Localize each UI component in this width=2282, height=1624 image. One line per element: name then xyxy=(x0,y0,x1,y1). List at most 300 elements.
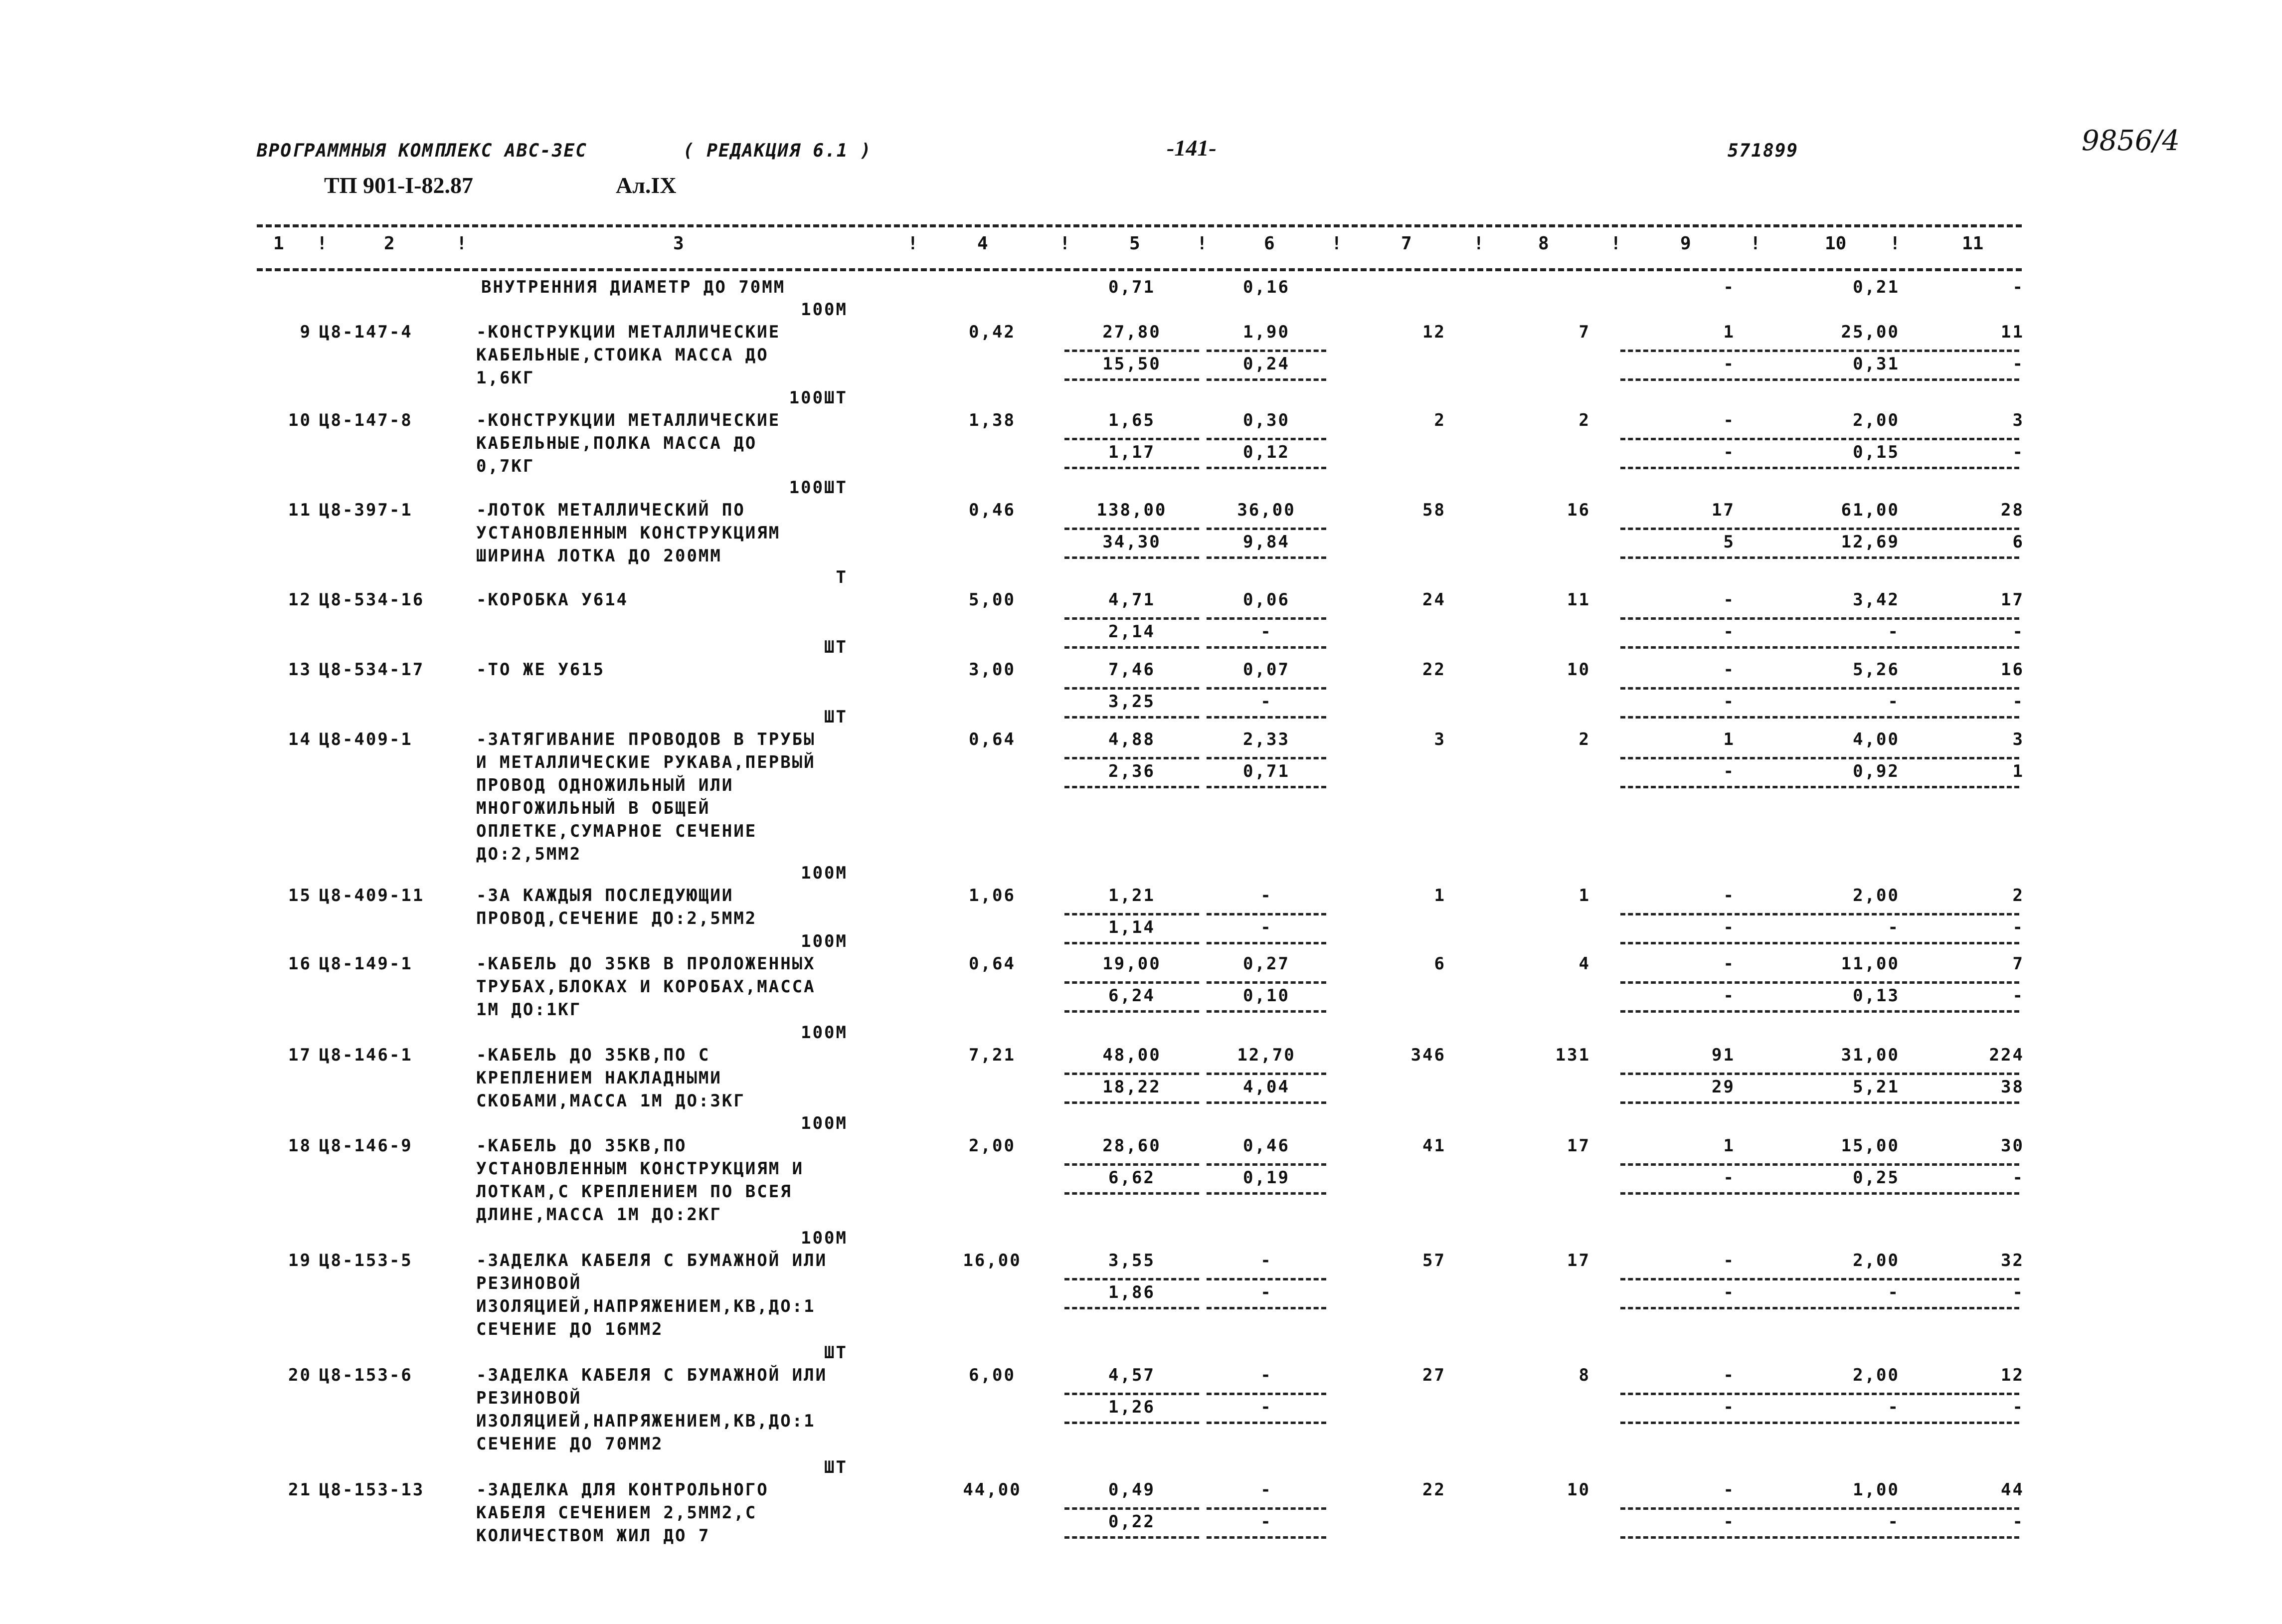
cell-divider-line xyxy=(1620,786,1762,788)
cell-col10-bottom: 0,92 xyxy=(1853,761,1900,781)
project-code: ТП 901-I-82.87 xyxy=(324,173,473,198)
column-header-cell: 5 xyxy=(1129,233,1140,254)
cell-divider-line xyxy=(1902,1536,2019,1539)
cell-col9-top: - xyxy=(1723,1480,1735,1500)
cell-divider-line xyxy=(1064,378,1199,381)
cell-divider-line xyxy=(1765,786,1900,788)
cell-divider-line xyxy=(1620,981,1762,984)
cell-divider-line xyxy=(1765,528,1900,530)
unit-label: ШТ xyxy=(824,637,848,657)
cell-divider-line xyxy=(1902,467,2019,469)
cell-col9-top: - xyxy=(1723,1365,1735,1385)
cell-col5-bottom: 3,25 xyxy=(1108,692,1155,712)
item-description: ПРОВОД ОДНОЖИЛЬНЫЙ ИЛИ xyxy=(476,775,734,795)
cell-col7: 1 xyxy=(1434,886,1446,905)
cell-col9-bottom: - xyxy=(1723,917,1735,937)
cell-col7: 346 xyxy=(1410,1045,1446,1065)
cell-col10-bottom: 0,25 xyxy=(1853,1168,1900,1188)
cell-col9: - xyxy=(1723,277,1735,297)
handwritten-sheet-number: 9856/4 xyxy=(2082,125,2180,157)
cell-divider-line xyxy=(1207,467,1326,469)
item-description: -КОНСТРУКЦИИ МЕТАЛЛИЧЕСКИЕ xyxy=(476,410,781,430)
item-description: -КАБЕЛЬ ДО 35КВ В ПРОЛОЖЕННЫХ xyxy=(476,954,816,974)
table-top-rule xyxy=(257,224,2022,227)
cell-col7: 12 xyxy=(1422,322,1446,342)
cell-divider-line xyxy=(1902,646,2019,649)
cell-col10-top: 61,00 xyxy=(1841,500,1900,520)
cell-divider-line xyxy=(1902,1507,2019,1510)
cell-divider-line xyxy=(1902,1010,2019,1013)
cell-col6-top: 0,27 xyxy=(1243,954,1290,974)
cell-divider-line xyxy=(1765,913,1900,915)
cell-col5-top: 4,88 xyxy=(1108,729,1155,749)
item-description: -ЗАТЯГИВАНИЕ ПРОВОДОВ В ТРУБЫ xyxy=(476,729,816,749)
cell-col10-bottom: - xyxy=(1888,1397,1900,1417)
cell-col8: 131 xyxy=(1555,1045,1590,1065)
unit-label: ШТ xyxy=(824,1457,848,1477)
cell-divider-line xyxy=(1620,1422,1762,1424)
cell-col6-bottom: - xyxy=(1260,622,1272,642)
rate-code: Ц8-153-13 xyxy=(319,1480,425,1500)
cell-col9-top: - xyxy=(1723,1251,1735,1270)
cell-col11-bottom: - xyxy=(2012,442,2024,462)
cell-divider-line xyxy=(1207,942,1326,944)
item-description: -ЗА КАЖДЫЯ ПОСЛЕДУЮЩИИ xyxy=(476,886,734,905)
cell-col4: 16,00 xyxy=(963,1251,1022,1270)
row-number: 10 xyxy=(288,410,312,430)
item-description: МНОГОЖИЛЬНЫЙ В ОБЩЕЙ xyxy=(476,798,710,818)
unit-label: 100М xyxy=(801,300,848,320)
cell-col5-top: 4,71 xyxy=(1108,590,1155,610)
cell-divider-line xyxy=(1064,1393,1199,1395)
cell-divider-line xyxy=(1064,786,1199,788)
cell-divider-line xyxy=(1902,1192,2019,1195)
row-number: 14 xyxy=(288,729,312,749)
cell-col9-top: - xyxy=(1723,660,1735,680)
cell-divider-line xyxy=(1064,1010,1199,1013)
item-description: -ЗАДЕЛКА КАБЕЛЯ С БУМАЖНОЙ ИЛИ xyxy=(476,1251,828,1270)
row-number: 20 xyxy=(288,1365,312,1385)
cell-col6-top: - xyxy=(1260,886,1272,905)
cell-col6-top: - xyxy=(1260,1480,1272,1500)
row-number: 11 xyxy=(288,500,312,520)
cell-col11-bottom: 38 xyxy=(2001,1077,2024,1097)
cell-divider-line xyxy=(1207,1101,1326,1104)
cell-divider-line xyxy=(1064,942,1199,944)
column-header-cell: ! xyxy=(1890,233,1901,254)
cell-divider-line xyxy=(1207,1507,1326,1510)
cell-col8: 11 xyxy=(1567,590,1590,610)
unit-label: 100М xyxy=(801,931,848,951)
cell-col5-top: 1,21 xyxy=(1108,886,1155,905)
cell-col5-bottom: 0,22 xyxy=(1108,1512,1155,1532)
cell-col7: 27 xyxy=(1422,1365,1446,1385)
column-header-cell: 11 xyxy=(1962,233,1984,254)
rate-code: Ц8-147-4 xyxy=(319,322,413,342)
cell-col4: 2,00 xyxy=(969,1136,1016,1156)
cell-col11-top: 7 xyxy=(2012,954,2024,974)
cell-divider-line xyxy=(1902,981,2019,984)
cell-divider-line xyxy=(1620,617,1762,620)
item-description: -ЗАДЕЛКА КАБЕЛЯ С БУМАЖНОЙ ИЛИ xyxy=(476,1365,828,1385)
cell-col10-bottom: - xyxy=(1888,622,1900,642)
cell-divider-line xyxy=(1620,1163,1762,1166)
cell-divider-line xyxy=(1620,1307,1762,1309)
cell-divider-line xyxy=(1207,1192,1326,1195)
cell-divider-line xyxy=(1902,942,2019,944)
cell-col9-top: 1 xyxy=(1723,729,1735,749)
cell-col5-top: 3,55 xyxy=(1108,1251,1155,1270)
cell-divider-line xyxy=(1207,1422,1326,1424)
column-header-cell: 4 xyxy=(977,233,988,254)
rate-code: Ц8-146-1 xyxy=(319,1045,413,1065)
item-description: ТРУБАХ,БЛОКАХ И КОРОБАХ,МАССА xyxy=(476,977,816,997)
cell-col6-top: 0,30 xyxy=(1243,410,1290,430)
cell-col9-top: 1 xyxy=(1723,322,1735,342)
cell-col9-bottom: - xyxy=(1723,354,1735,374)
item-description: РЕЗИНОВОЙ xyxy=(476,1273,582,1293)
cell-col5-bottom: 34,30 xyxy=(1102,532,1161,552)
column-header-cell: 6 xyxy=(1264,233,1275,254)
cell-col5-bottom: 15,50 xyxy=(1102,354,1161,374)
cell-divider-line xyxy=(1620,1393,1762,1395)
cell-divider-line xyxy=(1064,716,1199,719)
cell-col11-bottom: - xyxy=(2012,622,2024,642)
cell-col9-bottom: - xyxy=(1723,761,1735,781)
cell-col9-bottom: - xyxy=(1723,442,1735,462)
cell-col10-top: 1,00 xyxy=(1853,1480,1900,1500)
cell-divider-line xyxy=(1765,757,1900,759)
cell-divider-line xyxy=(1902,438,2019,440)
column-header-cell: ! xyxy=(1197,233,1208,254)
cell-col11-top: 17 xyxy=(2001,590,2024,610)
cell-divider-line xyxy=(1207,438,1326,440)
cell-col11-top: 3 xyxy=(2012,729,2024,749)
cell-divider-line xyxy=(1064,528,1199,530)
cell-divider-line xyxy=(1620,467,1762,469)
row-number: 17 xyxy=(288,1045,312,1065)
unit-label: Т xyxy=(836,567,848,587)
cell-divider-line xyxy=(1902,1163,2019,1166)
cell-col9-top: - xyxy=(1723,590,1735,610)
cell-divider-line xyxy=(1620,1192,1762,1195)
cell-divider-line xyxy=(1064,1163,1199,1166)
cell-col6-bottom: 9,84 xyxy=(1243,532,1290,552)
cell-divider-line xyxy=(1620,528,1762,530)
cell-divider-line xyxy=(1620,646,1762,649)
unit-label: 100ШТ xyxy=(789,478,848,498)
item-description: ПРОВОД,СЕЧЕНИЕ ДО:2,5ММ2 xyxy=(476,908,757,928)
cell-col5-bottom: 2,36 xyxy=(1108,761,1155,781)
cell-col8: 17 xyxy=(1567,1251,1590,1270)
cell-divider-line xyxy=(1620,1536,1762,1539)
cell-col7: 6 xyxy=(1434,954,1446,974)
cell-col5-top: 7,46 xyxy=(1108,660,1155,680)
row-number: 19 xyxy=(288,1251,312,1270)
row-number: 9 xyxy=(300,322,312,342)
cell-divider-line xyxy=(1902,1278,2019,1280)
cell-col7: 58 xyxy=(1422,500,1446,520)
item-description: ВНУТРЕННИЯ ДИАМЕТР ДО 70ММ xyxy=(481,277,786,297)
unit-label: ШТ xyxy=(824,707,848,727)
cell-divider-line xyxy=(1064,1073,1199,1075)
item-description: ИЗОЛЯЦИЕЙ,НАПРЯЖЕНИЕМ,КВ,ДО:1 xyxy=(476,1296,816,1316)
program-title: ВРОГРАММНЫЯ КОМПЛЕКС АВС-ЗЕС xyxy=(257,141,587,161)
cell-col6-top: 2,33 xyxy=(1243,729,1290,749)
cell-divider-line xyxy=(1207,528,1326,530)
cell-col10-top: 5,26 xyxy=(1853,660,1900,680)
item-description: 1,6КГ xyxy=(476,368,535,388)
cell-divider-line xyxy=(1064,438,1199,440)
cell-col10-top: 4,00 xyxy=(1853,729,1900,749)
item-description: ДЛИНЕ,МАССА 1М ДО:2КГ xyxy=(476,1205,722,1225)
cell-col10-top: 2,00 xyxy=(1853,410,1900,430)
cell-col10-top: 31,00 xyxy=(1841,1045,1900,1065)
row-number: 12 xyxy=(288,590,312,610)
cell-col9-bottom: - xyxy=(1723,692,1735,712)
rate-code: Ц8-409-11 xyxy=(319,886,425,905)
cell-col11-bottom: 6 xyxy=(2012,532,2024,552)
cell-col11-top: 11 xyxy=(2001,322,2024,342)
rate-code: Ц8-534-17 xyxy=(319,660,425,680)
cell-divider-line xyxy=(1765,942,1900,944)
cell-col10-bottom: - xyxy=(1888,1282,1900,1302)
cell-col10-bottom: - xyxy=(1888,1512,1900,1532)
cell-divider-line xyxy=(1620,913,1762,915)
cell-col9-bottom: - xyxy=(1723,1397,1735,1417)
cell-col5-top: 0,49 xyxy=(1108,1480,1155,1500)
rate-code: Ц8-153-6 xyxy=(319,1365,413,1385)
cell-col5-top: 48,00 xyxy=(1102,1045,1161,1065)
cell-col5-top: 19,00 xyxy=(1102,954,1161,974)
cell-divider-line xyxy=(1902,716,2019,719)
item-description: ШИРИНА ЛОТКА ДО 200ММ xyxy=(476,546,722,566)
cell-divider-line xyxy=(1765,1101,1900,1104)
cell-col11-bottom: - xyxy=(2012,1512,2024,1532)
cell-col6-bottom: 0,12 xyxy=(1243,442,1290,462)
cell-divider-line xyxy=(1207,757,1326,759)
cell-col4: 0,64 xyxy=(969,729,1016,749)
cell-divider-line xyxy=(1064,1422,1199,1424)
cell-divider-line xyxy=(1902,1101,2019,1104)
cell-col11-top: 2 xyxy=(2012,886,2024,905)
cell-divider-line xyxy=(1620,438,1762,440)
column-header-cell: 3 xyxy=(673,233,684,254)
cell-divider-line xyxy=(1765,1192,1900,1195)
cell-col11-bottom: - xyxy=(2012,917,2024,937)
cell-col6-top: 0,46 xyxy=(1243,1136,1290,1156)
cell-col6-top: 12,70 xyxy=(1237,1045,1296,1065)
item-description: -КАБЕЛЬ ДО 35КВ,ПО xyxy=(476,1136,687,1156)
cell-col6: 0,16 xyxy=(1243,277,1290,297)
cell-divider-line xyxy=(1765,617,1900,620)
column-header-cell: 10 xyxy=(1825,233,1847,254)
cell-divider-line xyxy=(1207,1278,1326,1280)
cell-col5-top: 1,65 xyxy=(1108,410,1155,430)
cell-divider-line xyxy=(1902,757,2019,759)
cell-col7: 22 xyxy=(1422,660,1446,680)
column-header-cell: 7 xyxy=(1401,233,1412,254)
cell-col6-top: - xyxy=(1260,1251,1272,1270)
cell-col8: 4 xyxy=(1579,954,1590,974)
cell-divider-line xyxy=(1064,1536,1199,1539)
cell-divider-line xyxy=(1902,1307,2019,1309)
cell-col5-top: 138,00 xyxy=(1096,500,1167,520)
cell-col5-bottom: 2,14 xyxy=(1108,622,1155,642)
cell-col4: 6,00 xyxy=(969,1365,1016,1385)
cell-col8: 1 xyxy=(1579,886,1590,905)
cell-col4: 0,46 xyxy=(969,500,1016,520)
cell-divider-line xyxy=(1620,757,1762,759)
cell-divider-line xyxy=(1064,1507,1199,1510)
cell-col9-top: 17 xyxy=(1712,500,1735,520)
cell-col10-bottom: 0,31 xyxy=(1853,354,1900,374)
cell-divider-line xyxy=(1207,913,1326,915)
cell-divider-line xyxy=(1902,687,2019,690)
rate-code: Ц8-153-5 xyxy=(319,1251,413,1270)
item-description: ЛОТКАМ,С КРЕПЛЕНИЕМ ПО ВСЕЯ xyxy=(476,1182,792,1202)
cell-col5: 0,71 xyxy=(1108,277,1155,297)
cell-divider-line xyxy=(1064,1101,1199,1104)
cell-divider-line xyxy=(1765,1422,1900,1424)
cell-col6-bottom: - xyxy=(1260,917,1272,937)
cell-divider-line xyxy=(1620,1278,1762,1280)
cell-divider-line xyxy=(1620,350,1762,352)
cell-col7: 57 xyxy=(1422,1251,1446,1270)
item-description: ИЗОЛЯЦИЕЙ,НАПРЯЖЕНИЕМ,КВ,ДО:1 xyxy=(476,1411,816,1431)
cell-col4: 0,42 xyxy=(969,322,1016,342)
cell-col5-top: 27,80 xyxy=(1102,322,1161,342)
cell-divider-line xyxy=(1902,378,2019,381)
cell-col5-bottom: 1,17 xyxy=(1108,442,1155,462)
cell-col6-bottom: 0,71 xyxy=(1243,761,1290,781)
cell-col10-bottom: - xyxy=(1888,692,1900,712)
cell-divider-line xyxy=(1765,1073,1900,1075)
cell-col5-bottom: 1,86 xyxy=(1108,1282,1155,1302)
cell-col9-bottom: - xyxy=(1723,1168,1735,1188)
rate-code: Ц8-149-1 xyxy=(319,954,413,974)
cell-col6-bottom: - xyxy=(1260,1512,1272,1532)
cell-col6-bottom: 0,24 xyxy=(1243,354,1290,374)
album-code: Ал.IX xyxy=(616,173,677,198)
cell-divider-line xyxy=(1765,1307,1900,1309)
item-description: 0,7КГ xyxy=(476,456,535,476)
rate-code: Ц8-534-16 xyxy=(319,590,425,610)
column-header-cell: 2 xyxy=(384,233,395,254)
cell-divider-line xyxy=(1765,1393,1900,1395)
cell-divider-line xyxy=(1620,687,1762,690)
cell-divider-line xyxy=(1620,716,1762,719)
cell-divider-line xyxy=(1765,378,1900,381)
row-number: 13 xyxy=(288,660,312,680)
cell-col7: 2 xyxy=(1434,410,1446,430)
item-description: ОПЛЕТКЕ,СУМАРНОЕ СЕЧЕНИЕ xyxy=(476,821,757,841)
cell-col8: 16 xyxy=(1567,500,1590,520)
cell-divider-line xyxy=(1765,1507,1900,1510)
cell-col6-bottom: 4,04 xyxy=(1243,1077,1290,1097)
item-description: УСТАНОВЛЕННЫМ КОНСТРУКЦИЯМ xyxy=(476,523,781,543)
cell-divider-line xyxy=(1765,981,1900,984)
cell-divider-line xyxy=(1765,350,1900,352)
column-header-cell: ! xyxy=(1610,233,1621,254)
cell-divider-line xyxy=(1064,1192,1199,1195)
cell-divider-line xyxy=(1765,1536,1900,1539)
cell-divider-line xyxy=(1207,716,1326,719)
item-description: КАБЕЛЬНЫЕ,СТОИКА МАССА ДО xyxy=(476,345,769,365)
cell-divider-line xyxy=(1765,687,1900,690)
column-header-cell: ! xyxy=(1059,233,1070,254)
cell-col11-top: 32 xyxy=(2001,1251,2024,1270)
cell-col6-top: 0,07 xyxy=(1243,660,1290,680)
cell-divider-line xyxy=(1207,687,1326,690)
rate-code: Ц8-397-1 xyxy=(319,500,413,520)
cell-col10-bottom: 0,13 xyxy=(1853,986,1900,1006)
cell-col7: 22 xyxy=(1422,1480,1446,1500)
cell-divider-line xyxy=(1207,556,1326,559)
cell-col11-bottom: - xyxy=(2012,354,2024,374)
cell-divider-line xyxy=(1064,467,1199,469)
row-number: 15 xyxy=(288,886,312,905)
cell-divider-line xyxy=(1620,942,1762,944)
cell-divider-line xyxy=(1620,1010,1762,1013)
cell-col10-bottom: 5,21 xyxy=(1853,1077,1900,1097)
cell-divider-line xyxy=(1207,378,1326,381)
cell-divider-line xyxy=(1207,1393,1326,1395)
column-header-cell: ! xyxy=(1331,233,1342,254)
cell-col5-bottom: 6,62 xyxy=(1108,1168,1155,1188)
cell-col7: 41 xyxy=(1422,1136,1446,1156)
cell-col11-bottom: - xyxy=(2012,692,2024,712)
item-description: -КОНСТРУКЦИИ МЕТАЛЛИЧЕСКИЕ xyxy=(476,322,781,342)
cell-divider-line xyxy=(1207,1073,1326,1075)
unit-label: 100М xyxy=(801,1113,848,1133)
cell-divider-line xyxy=(1902,528,2019,530)
item-description: И МЕТАЛЛИЧЕСКИЕ РУКАВА,ПЕРВЫЙ xyxy=(476,752,816,772)
cell-col11-top: 224 xyxy=(1989,1045,2024,1065)
cell-col11-top: 44 xyxy=(2001,1480,2024,1500)
cell-col4: 3,00 xyxy=(969,660,1016,680)
cell-divider-line xyxy=(1902,1393,2019,1395)
cell-col11-bottom: - xyxy=(2012,1282,2024,1302)
cell-col9-top: - xyxy=(1723,954,1735,974)
cell-col4: 7,21 xyxy=(969,1045,1016,1065)
cell-col8: 2 xyxy=(1579,410,1590,430)
item-description: ДО:2,5ММ2 xyxy=(476,844,582,864)
cell-divider-line xyxy=(1207,1536,1326,1539)
cell-col10-bottom: - xyxy=(1888,917,1900,937)
item-description: СЕЧЕНИЕ ДО 16ММ2 xyxy=(476,1319,664,1339)
cell-col5-bottom: 1,26 xyxy=(1108,1397,1155,1417)
cell-col7: 24 xyxy=(1422,590,1446,610)
cell-divider-line xyxy=(1207,1010,1326,1013)
cell-col10-top: 2,00 xyxy=(1853,886,1900,905)
column-header-cell: ! xyxy=(907,233,918,254)
cell-col9-top: - xyxy=(1723,410,1735,430)
cell-col4: 44,00 xyxy=(963,1480,1022,1500)
unit-label: 100М xyxy=(801,1023,848,1043)
item-description: -ЛОТОК МЕТАЛЛИЧЕСКИЙ ПО xyxy=(476,500,745,520)
cell-col8: 8 xyxy=(1579,1365,1590,1385)
unit-label: 100М xyxy=(801,863,848,883)
cell-divider-line xyxy=(1765,716,1900,719)
cell-col6-bottom: - xyxy=(1260,1282,1272,1302)
cell-col11: - xyxy=(2012,277,2024,297)
cell-col10: 0,21 xyxy=(1853,277,1900,297)
item-description: 1М ДО:1КГ xyxy=(476,1000,582,1020)
cell-divider-line xyxy=(1765,1010,1900,1013)
rate-code: Ц8-146-9 xyxy=(319,1136,413,1156)
cell-col10-top: 2,00 xyxy=(1853,1365,1900,1385)
